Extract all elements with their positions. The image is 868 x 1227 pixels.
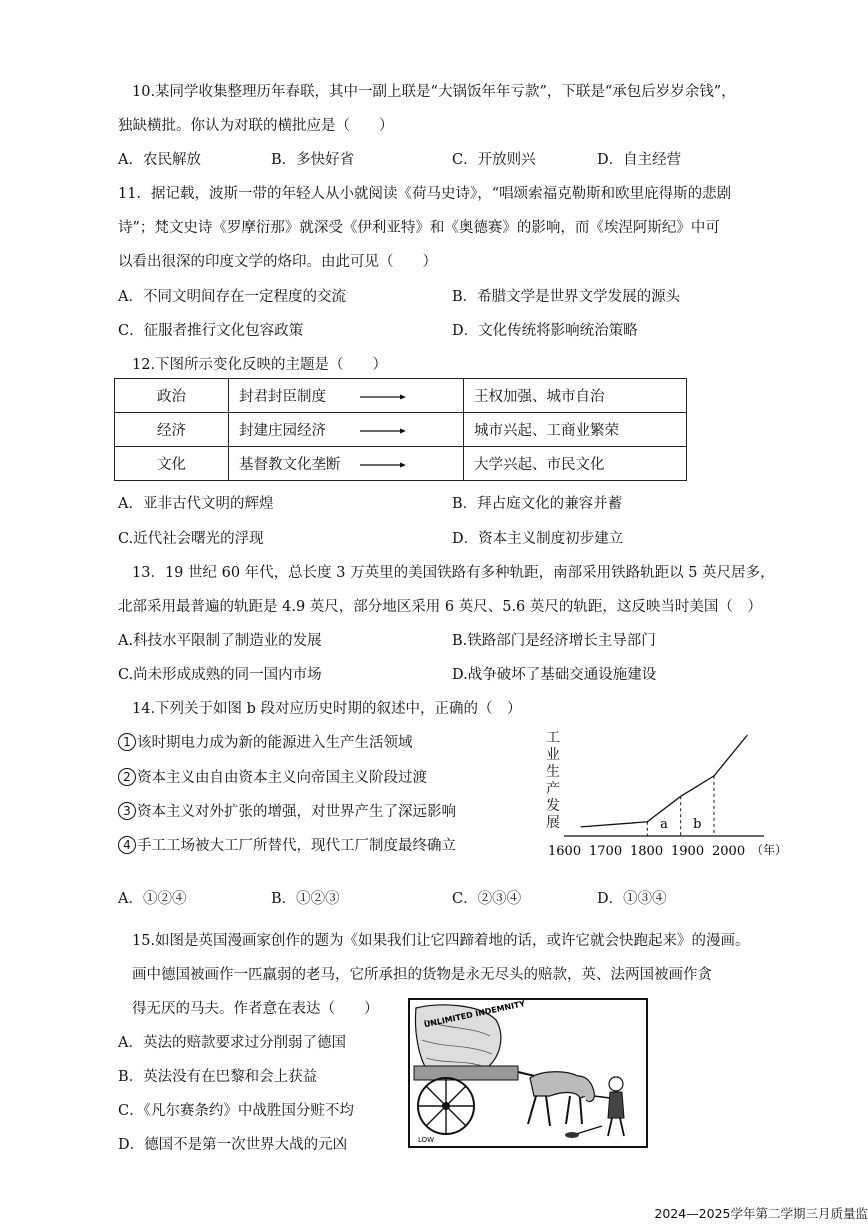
table-cell-field: 经济 (115, 413, 229, 447)
chart-x-tick-label: 1900 (671, 844, 705, 859)
q12-stem: 12.下图所示变化反映的主题是（ ） (132, 357, 388, 373)
statement-text: 资本主义对外扩张的增强，对世界产生了深远影响 (137, 804, 456, 820)
q14-statement-3 (118, 800, 456, 821)
table-cell-before (229, 447, 464, 481)
q12-option-b[interactable]: B．拜占庭文化的兼容并蓄 (452, 496, 623, 512)
q11-option-b[interactable]: B．希腊文学是世界文学发展的源头 (452, 289, 681, 305)
q10-line2: 独缺横批。你认为对联的横批应是（ ） (118, 118, 394, 134)
table-cell-field: 文化 (115, 447, 229, 481)
right-arrow-icon (360, 394, 406, 400)
industrial-growth-chart (540, 722, 788, 862)
q11-option-c[interactable]: C．征服者推行文化包容政策 (118, 323, 304, 339)
q12-option-c[interactable]: C.近代社会曙光的浮现 (118, 531, 264, 547)
q14-statement-2 (118, 766, 427, 787)
circled-number: 4 (118, 836, 136, 854)
q13-option-c[interactable]: C.尚未形成成熟的同一国内市场 (118, 667, 322, 683)
q15-option-a[interactable]: A．英法的赔款要求过分削弱了德国 (118, 1035, 346, 1051)
q14-option-c[interactable]: C．②③④ (452, 891, 522, 907)
statement-text: 手工工场被大工厂所替代，现代工厂制度最终确立 (137, 838, 456, 854)
table-row (115, 413, 687, 447)
q14-option-b[interactable]: B．①②③ (271, 891, 340, 907)
q15-option-d[interactable]: D．德国不是第一次世界大战的元凶 (118, 1137, 348, 1153)
q15-option-b[interactable]: B．英法没有在巴黎和会上获益 (118, 1069, 318, 1085)
chart-x-tick-label: 2000 (712, 844, 746, 859)
chart-x-axis-label: （年） (751, 843, 788, 857)
q11-line1: 11．据记载，波斯一带的年轻人从小就阅读《荷马史诗》，“唱颂索福克勒斯和欧里庇得斯的悲剧 (118, 186, 732, 202)
q14-stem: 14.下列关于如图 b 段对应历史时期的叙述中，正确的（ ） (132, 701, 522, 717)
q12-option-a[interactable]: A．亚非古代文明的辉煌 (118, 496, 274, 512)
q10-option-a[interactable]: A．农民解放 (118, 152, 201, 168)
chart-x-tick-label: 1700 (589, 844, 623, 859)
q15-line2: 画中德国被画作一匹羸弱的老马，它所承担的货物是永无尽头的赔款，英、法两国被画作贪 (132, 967, 712, 983)
q11-line3: 以看出很深的印度文学的烙印。由此可见（ ） (118, 254, 437, 270)
q13-line2: 北部采用最普遍的轨距是 4.9 英尺，部分地区采用 6 英尺、5.6 英尺的轨距，这反映当时美国（ ） (118, 599, 762, 615)
q11-option-a[interactable]: A．不同文明间存在一定程度的交流 (118, 289, 346, 305)
q11-option-d[interactable]: D．文化传统将影响统治策略 (452, 323, 638, 339)
table-row (115, 447, 687, 481)
cell-before-text: 基督教文化垄断 (239, 457, 341, 473)
table-cell-after: 王权加强、城市自治 (464, 379, 687, 413)
statement-text: 资本主义由自由资本主义向帝国主义阶段过渡 (137, 770, 427, 786)
page-footer: 2024—2025学年第二学期三月质量监 (654, 1206, 868, 1221)
sack-label: UNLIMITED INDEMNITY (423, 999, 526, 1030)
table-cell-field: 政治 (115, 379, 229, 413)
q15-line3: 得无厌的马夫。作者意在表达（ ） (132, 1001, 379, 1017)
right-arrow-icon (360, 462, 406, 468)
chart-segment-label: b (693, 817, 702, 832)
cartoon-drawing (410, 1000, 646, 1146)
q13-line1: 13．19 世纪 60 年代，总长度 3 万英里的美国铁路有多种轨距，南部采用铁路轨距以 5 英尺居多， (132, 565, 775, 581)
chart-segment-label: a (660, 817, 668, 832)
q10-line1: 10.某同学收集整理历年春联，其中一副上联是“大锅饭年年亏款”，下联是“承包后岁岁余钱”， (132, 84, 736, 100)
table-cell-after: 大学兴起、市民文化 (464, 447, 687, 481)
circled-number: 1 (118, 733, 136, 751)
table-cell-before (229, 379, 464, 413)
q15-option-c[interactable]: C．《凡尔赛条约》中战胜国分赃不均 (118, 1103, 354, 1119)
q14-option-a[interactable]: A．①②④ (118, 891, 187, 907)
chart-x-tick-label: 1600 (548, 844, 582, 859)
cell-before-text: 封建庄园经济 (239, 423, 326, 439)
circled-number: 3 (118, 802, 136, 820)
cartoon-illustration (408, 998, 648, 1148)
q11-line2: 诗”；梵文史诗《罗摩衍那》就深受《伊利亚特》和《奥德赛》的影响，而《埃涅阿斯纪》中可 (118, 220, 720, 236)
circled-number: 2 (118, 768, 136, 786)
chart-x-tick-label: 1800 (630, 844, 664, 859)
q13-option-b[interactable]: B.铁路部门是经济增长主导部门 (452, 633, 656, 649)
chart-series-line (581, 735, 748, 827)
cartoonist-signature: LOW (418, 1136, 435, 1144)
cell-before-text: 封君封臣制度 (239, 389, 326, 405)
q12-option-d[interactable]: D．资本主义制度初步建立 (452, 531, 624, 547)
table-cell-after: 城市兴起、工商业繁荣 (464, 413, 687, 447)
q14-statement-4 (118, 834, 456, 855)
table-cell-before (229, 413, 464, 447)
q12-change-table (114, 378, 687, 481)
chart-y-axis-label: 工业生产发展 (546, 730, 560, 831)
statement-text: 该时期电力成为新的能源进入生产生活领域 (137, 735, 413, 751)
q14-option-d[interactable]: D．①③④ (597, 891, 667, 907)
q15-line1: 15.如图是英国漫画家创作的题为《如果我们让它四蹄着地的话，或许它就会快跑起来》的漫画。 (132, 933, 750, 949)
q13-option-a[interactable]: A.科技水平限制了制造业的发展 (118, 633, 322, 649)
q13-option-d[interactable]: D.战争破坏了基础交通设施建设 (452, 667, 657, 683)
table-row (115, 379, 687, 413)
right-arrow-icon (360, 428, 406, 434)
q10-option-c[interactable]: C．开放则兴 (452, 152, 536, 168)
q10-option-d[interactable]: D．自主经营 (597, 152, 682, 168)
q14-statement-1 (118, 731, 413, 752)
q10-option-b[interactable]: B．多快好省 (271, 152, 355, 168)
